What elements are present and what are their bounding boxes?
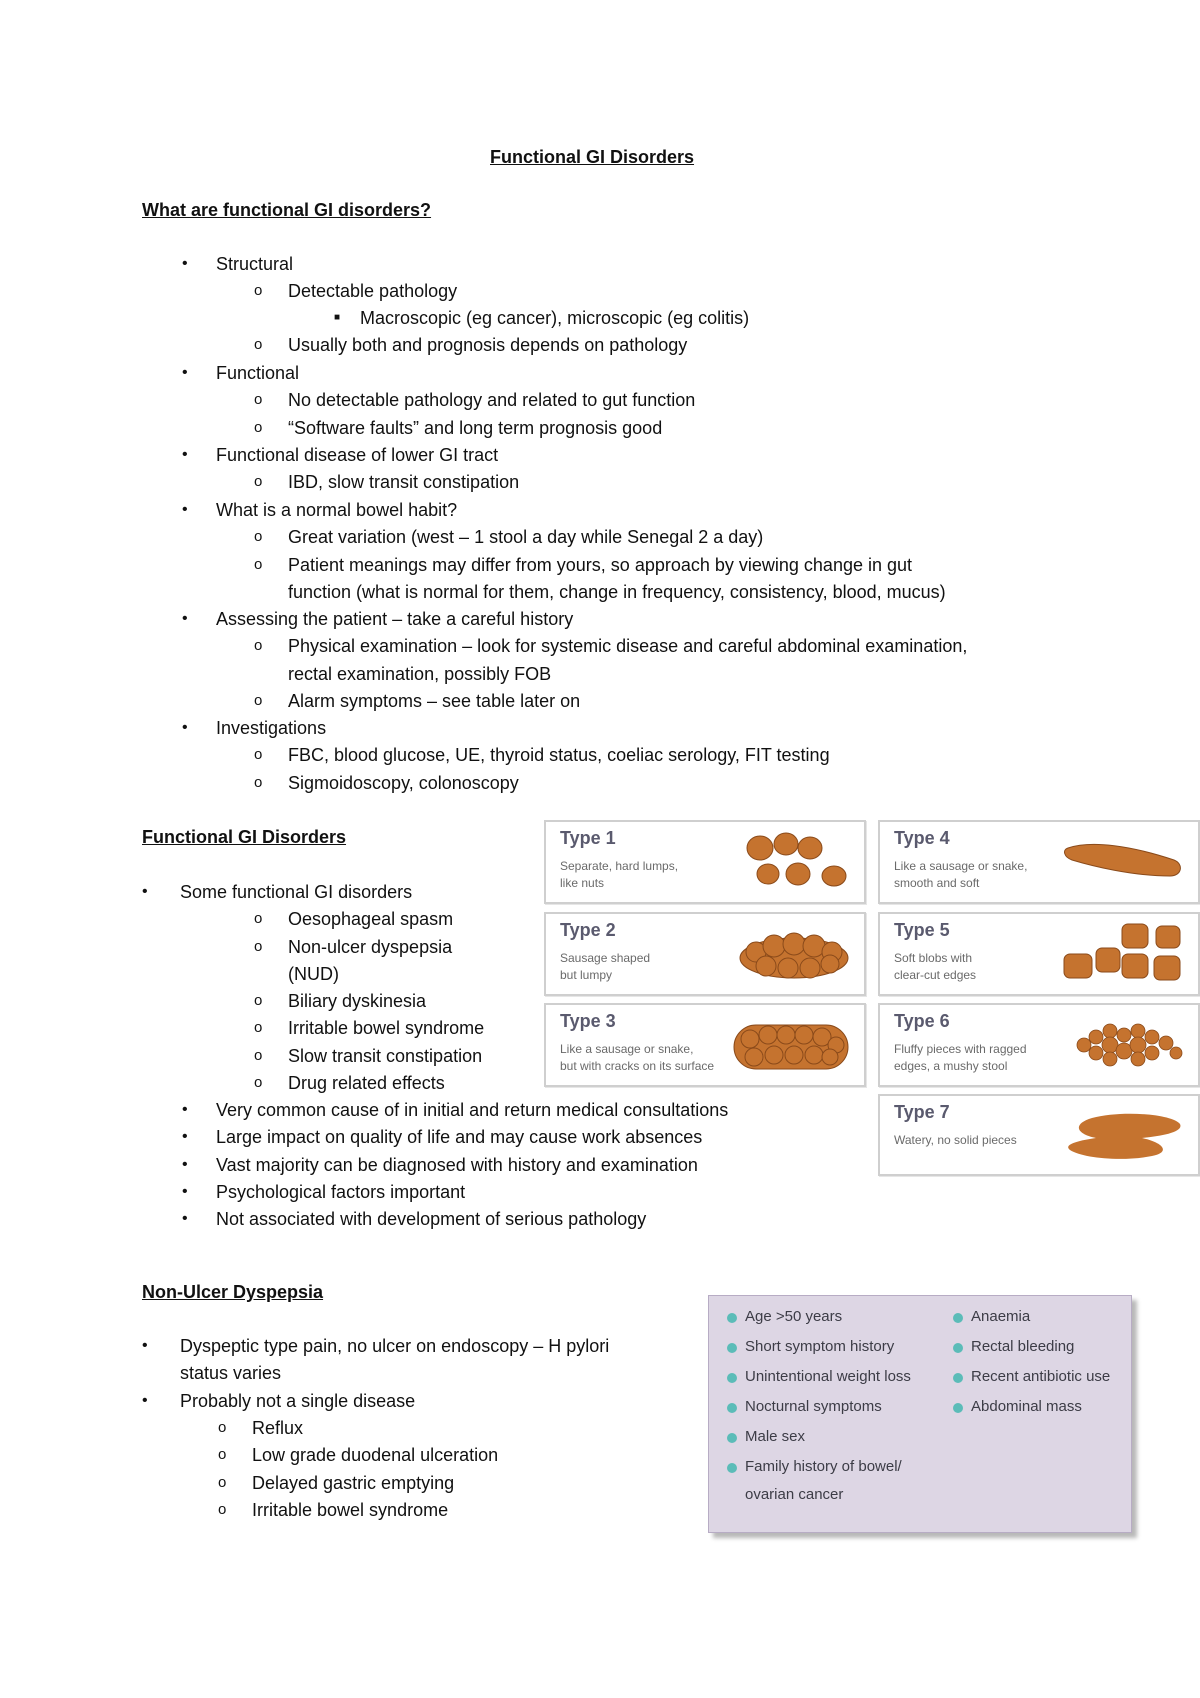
bullet-dot: • [182,501,188,518]
alarm-item: Male sex [745,1428,806,1445]
bullet-dot: • [142,883,148,900]
list-item: Irritable bowel syndrome [252,1500,449,1520]
type-description: Fluffy pieces with ragged edges, a mushy stool [894,1042,1027,1073]
list-item: Structural [216,254,294,274]
list-item: What is a normal bowel habit? [216,500,458,520]
list-item: FBC, blood glucose, UE, thyroid status, coeliac serology, FIT testing [288,745,830,765]
alarm-symptoms-box [708,1295,1132,1533]
bullet-o: o [254,746,263,763]
bullet-icon [727,1313,737,1323]
type-description: Soft blobs with clear-cut edges [894,951,977,982]
type-description: Like a sausage or snake, but with cracks on its surface [560,1042,715,1073]
bullet-dot: • [142,1392,148,1409]
bullet-dot: • [182,446,188,463]
bullet-dot: • [142,1337,148,1354]
bullet-icon [727,1433,737,1443]
list-item: Delayed gastric emptying [252,1473,455,1493]
bullet-o: o [254,391,263,408]
list-item: Detectable pathology [288,281,458,301]
page-title: Functional GI Disorders [490,147,695,167]
list-item: “Software faults” and long term prognosis good [288,418,663,438]
list-item: Non-ulcer dyspepsia [288,937,453,957]
list-item: Not associated with development of serious pathology [216,1209,647,1229]
bullet-icon [953,1373,963,1383]
alarm-item: Family history of bowel/ [745,1458,902,1475]
alarm-item: Rectal bleeding [971,1338,1075,1355]
type-label: Type 4 [894,828,950,848]
list-item: Slow transit constipation [288,1046,483,1066]
list-item: Sigmoidoscopy, colonoscopy [288,773,519,793]
list-item: Patient meanings may differ from yours, so approach by viewing change in gut [288,555,913,575]
stool-type-3-image [730,1013,852,1079]
stool-type-6-image [1070,1013,1186,1079]
stool-type-1-image [742,830,852,896]
list-item: Physical examination – look for systemic disease and careful abdominal examination, [288,636,968,656]
list-item: Great variation (west – 1 stool a day while Senegal 2 a day) [288,527,764,547]
alarm-item: Anaemia [971,1308,1031,1325]
bullet-o: o [218,1474,227,1491]
bullet-icon [727,1403,737,1413]
stool-type-4-image [1062,830,1186,896]
bullet-o: o [254,1074,263,1091]
section-heading-nud: Non-Ulcer Dyspepsia [142,1282,324,1302]
bullet-o: o [254,419,263,436]
alarm-item: Abdominal mass [971,1398,1082,1415]
bullet-icon [953,1343,963,1353]
list-item: Large impact on quality of life and may cause work absences [216,1127,703,1147]
section-heading-what-are: What are functional GI disorders? [142,200,432,220]
bullet-dot: • [182,610,188,627]
bullet-o: o [254,938,263,955]
bullet-o: o [254,1047,263,1064]
bullet-icon [727,1343,737,1353]
alarm-item: Age >50 years [745,1308,843,1325]
bullet-o: o [218,1501,227,1518]
bullet-o: o [254,692,263,709]
list-item: Usually both and prognosis depends on pathology [288,335,688,355]
list-item: Functional disease of lower GI tract [216,445,499,465]
bullet-dot: • [182,1156,188,1173]
bullet-o: o [254,336,263,353]
alarm-item: Unintentional weight loss [745,1368,911,1385]
list-item: Psychological factors important [216,1182,466,1202]
bullet-o: o [254,1019,263,1036]
list-item: Vast majority can be diagnosed with history and examination [216,1155,698,1175]
bullet-dot: • [182,1128,188,1145]
type-description: Separate, hard lumps, like nuts [560,859,679,890]
type-description: Like a sausage or snake, smooth and soft [894,859,1028,890]
alarm-item: Nocturnal symptoms [745,1398,882,1415]
bullet-dot: • [182,719,188,736]
bullet-icon [953,1403,963,1413]
bullet-o: o [254,528,263,545]
bullet-o: o [218,1419,227,1436]
bristol-type-7 [878,1094,1200,1176]
list-item: Very common cause of in initial and return medical consultations [216,1100,729,1120]
type-label: Type 5 [894,920,950,940]
bullet-dot: • [182,1101,188,1118]
type-description: Sausage shaped but lumpy [560,951,651,982]
list-item: No detectable pathology and related to gut function [288,390,696,410]
type-label: Type 7 [894,1102,950,1122]
bullet-o: o [254,282,263,299]
bullet-dot: • [182,1210,188,1227]
section-heading-functional: Functional GI Disorders [142,827,347,847]
list-item-cont: rectal examination, possibly FOB [288,664,552,684]
bullet-dot: • [182,255,188,272]
bullet-icon [727,1373,737,1383]
list-item: Irritable bowel syndrome [288,1018,485,1038]
list-item: Dyspeptic type pain, no ulcer on endoscopy – H pylori [180,1336,610,1356]
list-item: Drug related effects [288,1073,445,1093]
bullet-o: o [254,556,263,573]
list-item: Alarm symptoms – see table later on [288,691,581,711]
bullet-square: ■ [334,312,341,323]
bullet-o: o [254,992,263,1009]
bullet-dot: • [182,364,188,381]
type-label: Type 6 [894,1011,950,1031]
bullet-o: o [218,1446,227,1463]
bullet-o: o [254,774,263,791]
type-label: Type 3 [560,1011,616,1031]
list-item: Assessing the patient – take a careful history [216,609,574,629]
list-item-cont: (NUD) [288,964,339,984]
bullet-icon [953,1313,963,1323]
list-item: Biliary dyskinesia [288,991,427,1011]
bristol-type-2 [544,912,866,996]
list-item: Low grade duodenal ulceration [252,1445,499,1465]
bristol-type-1 [544,820,866,904]
bullet-icon [727,1463,737,1473]
list-item: Macroscopic (eg cancer), microscopic (eg colitis) [360,308,750,328]
bristol-type-6 [878,1003,1200,1087]
type-label: Type 1 [560,828,616,848]
alarm-item: Recent antibiotic use [971,1368,1111,1385]
type-description: Watery, no solid pieces [894,1133,1017,1147]
stool-type-2-image [736,922,852,988]
bullet-o: o [254,910,263,927]
bullet-o: o [254,637,263,654]
list-item: Probably not a single disease [180,1391,416,1411]
bullet-dot: • [182,1183,188,1200]
list-item-cont: function (what is normal for them, change in frequency, consistency, blood, mucus) [288,582,946,602]
stool-type-5-image [1062,922,1186,988]
stool-type-7-image [1062,1104,1186,1170]
bullet-o: o [254,473,263,490]
alarm-item: Short symptom history [745,1338,895,1355]
type-label: Type 2 [560,920,616,940]
bristol-type-3 [544,1003,866,1087]
list-item: Functional [216,363,300,383]
bristol-type-5 [878,912,1200,996]
alarm-item-cont: ovarian cancer [745,1486,844,1503]
list-item: Oesophageal spasm [288,909,454,929]
list-item: Investigations [216,718,327,738]
list-item: Reflux [252,1418,304,1438]
list-item: Some functional GI disorders [180,882,413,902]
list-item: IBD, slow transit constipation [288,472,520,492]
bristol-type-4 [878,820,1200,904]
list-item-cont: status varies [180,1363,282,1383]
